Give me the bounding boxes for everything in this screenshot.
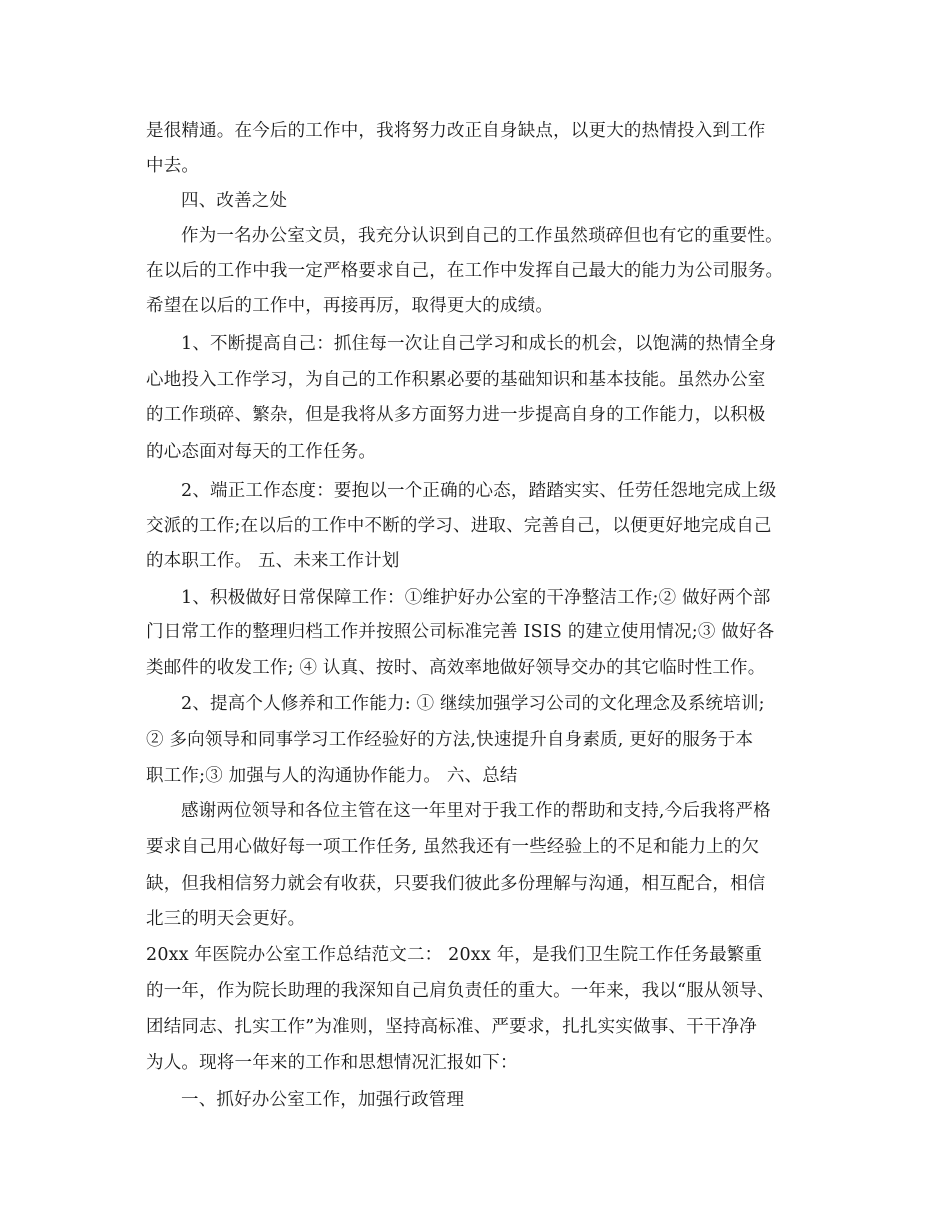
section-heading: 四、改善之处 [181,191,288,211]
text-line: 中去。 [146,156,200,176]
text-line: 希望在以后的工作中，再接再厉，取得更大的成绩。 [146,296,554,316]
text-line: 的一年，作为院长助理的我深知自己肩负责任的重大。一年来，我以“服从领导、 [146,981,775,1001]
text-line: 2、端正工作态度：要抱以一个正确的心态，踏踏实实、任劳任怨地完成上级 [181,481,777,501]
text-line: 门日常工作的整理归档工作并按照公司标准完善 ISIS 的建立使用情况;③ 做好各 [146,622,775,642]
text-line: 缺，但我相信努力就会有收获，只要我们彼此多份理解与沟通，相互配合，相信 [146,874,766,894]
text-line: 20xx 年医院办公室工作总结范文二： 20xx 年，是我们卫生院工作任务最繁重 [146,945,763,965]
text-line: 团结同志、扎实工作”为准则，坚持高标准、严要求，扎扎实实做事、干干净净 [146,1017,757,1037]
text-line: 的心态面对每天的工作任务。 [146,442,377,462]
text-line: 1、不断提高自己：抓住每一次让自己学习和成长的机会，以饱满的热情全身 [181,334,777,354]
text-line: 职工作;③ 加强与人的沟通协作能力。 六、总结 [146,766,518,786]
text-line: 的工作琐碎、繁杂，但是我将从多方面努力进一步提高自身的工作能力，以积极 [146,405,766,425]
text-line: ② 多向领导和同事学习工作经验好的方法,快速提升自身素质, 更好的服务于本 [146,730,754,750]
text-line: 1、积极做好日常保障工作：①维护好办公室的干净整洁工作;② 做好两个部 [181,588,771,608]
text-line: 心地投入工作学习，为自己的工作积累必要的基础知识和基本技能。虽然办公室 [146,370,766,390]
text-line: 为人。现将一年来的工作和思想情况汇报如下： [146,1053,518,1073]
text-line: 北三的明天会更好。 [146,909,306,929]
text-line: 是很精通。在今后的工作中，我将努力改正自身缺点，以更大的热情投入到工作 [146,121,766,141]
text-line: 2、提高个人修养和工作能力: ① 继续加强学习公司的文化理念及系统培训; [181,694,765,714]
text-line: 感谢两位领导和各位主管在这一年里对于我工作的帮助和支持,今后我将严格 [181,801,771,821]
section-heading: 一、抓好办公室工作，加强行政管理 [181,1090,465,1110]
text-line: 作为一名办公室文员，我充分认识到自己的工作虽然琐碎但也有它的重要性。 [181,226,783,246]
text-line: 交派的工作;在以后的工作中不断的学习、进取、完善自己，以便更好地完成自己 [146,516,772,536]
text-line: 在以后的工作中我一定严格要求自己，在工作中发挥自己最大的能力为公司服务。 [146,261,784,281]
text-line: 类邮件的收发工作; ④ 认真、按时、高效率地做好领导交办的其它临时性工作。 [146,658,766,678]
text-line: 的本职工作。 五、未来工作计划 [146,551,400,571]
text-line: 要求自己用心做好每一项工作任务, 虽然我还有一些经验上的不足和能力上的欠 [146,837,760,857]
